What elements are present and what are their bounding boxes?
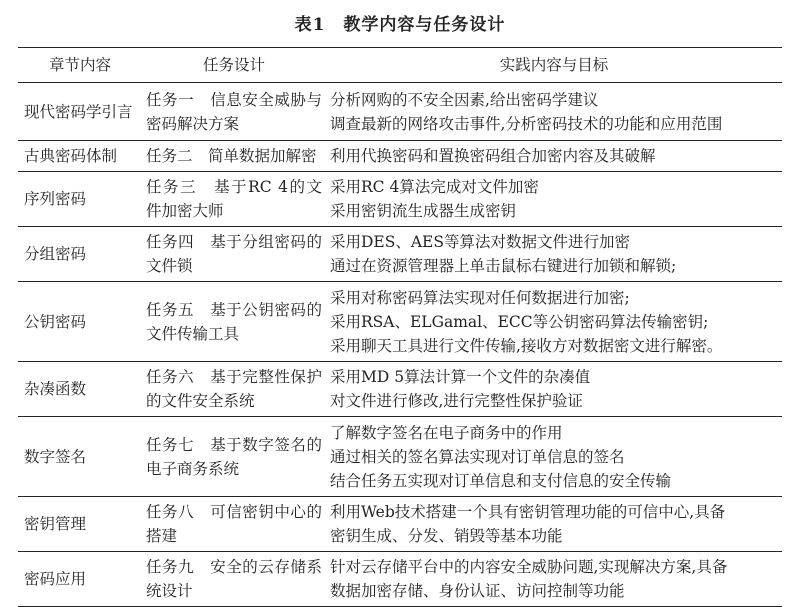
task-text: 任务六 基于完整性保护的文件安全系统 — [146, 368, 322, 410]
table-row — [18, 141, 782, 172]
cell-chapter: 公钥密码 — [24, 312, 87, 331]
cell-task — [142, 362, 326, 417]
table-row — [18, 362, 782, 417]
cell-task — [142, 141, 326, 172]
table-header-row — [18, 48, 782, 83]
table-row — [18, 497, 782, 552]
cell-content — [326, 172, 782, 227]
cell-content — [326, 83, 782, 141]
table-row — [18, 282, 782, 362]
content-line: 结合任务五实现对订单信息和支付信息的安全传输 — [330, 471, 672, 490]
table-row — [18, 172, 782, 227]
table-row — [18, 552, 782, 607]
cell-task — [142, 172, 326, 227]
content-line: 通过在资源管理器上单击鼠标右键进行加锁和解锁; — [330, 257, 677, 275]
cell-chapter: 古典密码体制 — [24, 147, 118, 165]
content-line: 通过相关的签名算法实现对订单信息的签名 — [330, 447, 625, 466]
task-text: 任务一 信息安全威胁与密码解决方案 — [146, 90, 322, 133]
cell-chapter: 密钥管理 — [24, 515, 87, 533]
header-task: 任务设计 — [202, 56, 265, 74]
content-line: 利用代换密码和置换密码组合加密内容及其破解 — [330, 147, 656, 165]
cell-content — [326, 552, 782, 607]
cell-content — [326, 282, 782, 362]
table-row — [18, 83, 782, 141]
cell-chapter: 杂凑函数 — [24, 380, 87, 398]
task-text: 任务九 安全的云存储系统设计 — [146, 558, 322, 600]
content-line: 采用DES、AES等算法对数据文件进行加密 — [330, 233, 630, 251]
cell-task — [142, 417, 326, 497]
cell-chapter: 密码应用 — [24, 570, 87, 588]
task-text: 任务二 简单数据加解密 — [146, 147, 317, 165]
content-line: 密钥生成、分发、销毁等基本功能 — [330, 527, 563, 545]
header-content: 实践内容与目标 — [499, 56, 609, 74]
cell-content — [326, 497, 782, 552]
content-line: 采用密钥流生成器生成密钥 — [330, 202, 517, 220]
cell-task — [142, 227, 326, 282]
cell-content — [326, 227, 782, 282]
cell-task — [142, 497, 326, 552]
task-text: 任务八 可信密钥中心的搭建 — [146, 503, 322, 545]
header-chapter: 章节内容 — [48, 56, 111, 74]
cell-task — [142, 282, 326, 362]
task-text: 任务三 基于RC 4的文件加密大师 — [146, 178, 322, 220]
cell-content — [326, 362, 782, 417]
table-row — [18, 227, 782, 282]
content-line: 了解数字签名在电子商务中的作用 — [330, 423, 563, 442]
content-line: 调查最新的网络攻击事件,分析密码技术的功能和应用范围 — [330, 114, 723, 133]
task-text: 任务五 基于公钥密码的文件传输工具 — [146, 300, 322, 343]
table-caption: 表1 教学内容与任务设计 — [294, 15, 506, 35]
cell-chapter: 现代密码学引言 — [24, 102, 133, 121]
cell-chapter: 数字签名 — [24, 447, 87, 466]
content-line: 采用MD 5算法计算一个文件的杂凑值 — [330, 368, 591, 386]
task-text: 任务四 基于分组密码的文件锁 — [146, 233, 322, 275]
cell-task — [142, 552, 326, 607]
cell-content — [326, 417, 782, 497]
content-line: 采用聊天工具进行文件传输,接收方对数据密文进行解密。 — [330, 336, 723, 355]
cell-task — [142, 83, 326, 141]
cell-chapter: 序列密码 — [24, 190, 87, 208]
cell-chapter: 分组密码 — [24, 245, 87, 263]
table-row — [18, 417, 782, 497]
content-line: 利用Web技术搭建一个具有密钥管理功能的可信中心,具备 — [330, 503, 726, 521]
task-text: 任务七 基于数字签名的电子商务系统 — [146, 435, 322, 478]
content-line: 分析网购的不安全因素,给出密码学建议 — [330, 90, 599, 109]
content-line: 采用对称密码算法实现对任何数据进行加密; — [330, 288, 630, 307]
content-line: 对文件进行修改,进行完整性保护验证 — [330, 392, 583, 410]
content-line: 针对云存储平台中的内容安全威胁问题,实现解决方案,具备 — [330, 558, 728, 576]
content-line: 采用RC 4算法完成对文件加密 — [330, 178, 539, 196]
content-line: 采用RSA、ELGamal、ECC等公钥密码算法传输密钥; — [330, 312, 709, 331]
teaching-content-table — [18, 47, 782, 607]
cell-content — [326, 141, 782, 172]
content-line: 数据加密存储、身份认证、访问控制等功能 — [330, 582, 625, 600]
